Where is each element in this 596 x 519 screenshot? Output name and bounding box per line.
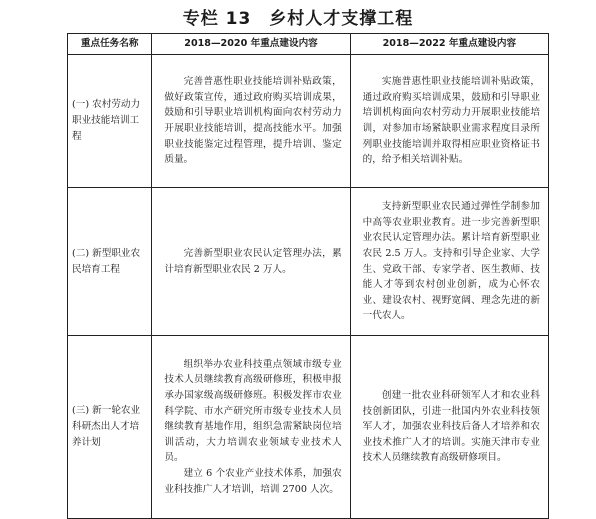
table-row <box>68 188 549 336</box>
content-2020-cell <box>152 336 350 519</box>
content-paragraph: 完善普惠性职业技能培训补贴政策，做好政策宣传，通过政府购买培训成果，鼓励和引导职业培训机构面向农村劳动力开展职业技能培训，提高技能水平。加强职业技能鉴定过程管理，提升培训、鉴定质量。 <box>164 76 342 166</box>
content-2022-cell <box>350 188 548 336</box>
table-row <box>68 55 549 188</box>
content-paragraph: 完善新型职业农民认定管理办法，累计培育新型职业农民 2 万人。 <box>164 247 342 275</box>
header-2018-2020: 2018—2020 年重点建设内容 <box>152 34 350 55</box>
content-2022-cell <box>350 55 548 188</box>
content-paragraph: 实施普惠性职业技能培训补贴政策，通过政府购买培训成果，鼓励和引导职业培训机构面向农村劳动力开展职业技能培训，对参加市场紧缺职业需求程度目录所列职业技能培训并取得相应职业资格证书的，给予相关培训补贴。 <box>362 76 540 166</box>
content-paragraph: 创建一批农业科研领军人才和农业科技创新团队，引进一批国内外农业科技领军人才，加强农业科技后备人才培养和农业技术推广人才的培训。实施天津市专业技术人员继续教育高级研修项目。 <box>362 390 540 464</box>
header-2018-2022: 2018—2022 年重点建设内容 <box>350 34 548 55</box>
content-2020-cell <box>152 188 350 336</box>
content-2022-cell <box>350 336 548 519</box>
content-2020-cell <box>152 55 350 188</box>
talent-support-table <box>67 33 549 519</box>
task-name-cell: (一) 农村劳动力职业技能培训工程 <box>68 55 152 188</box>
table-header-row <box>68 34 549 55</box>
content-paragraph: 组织举办农业科技重点领域市级专业技术人员继续教育高级研修班，积极申报承办国家级高级研修班。积极发挥市农业科学院、市水产研究所市级专业技术人员继续教育基地作用，组织急需紧缺岗位培训活动，大力培训农业领域专业技术人员。 <box>164 358 342 464</box>
content-paragraph: 支持新型职业农民通过弹性学制参加中高等农业职业教育。进一步完善新型职业农民认定管理办法。累计培育新型职业农民 2.5 万人。支持和引导企业家、大学生、党政干部、专家学者、医生教师、技能人才等到农村创业创新，成为心怀农业、建设农村、视野宽阔、理念先进的新一代农人。 <box>362 201 540 322</box>
page-title: 专栏 13 乡村人才支撑工程 <box>182 9 414 29</box>
table-row <box>68 336 549 519</box>
content-paragraph: 建立 6 个农业产业技术体系，加强农业科技推广人才培训，培训 2700 人次。 <box>164 467 342 495</box>
header-task-name: 重点任务名称 <box>68 34 152 55</box>
task-name-cell: (三) 新一轮农业科研杰出人才培养计划 <box>68 336 152 519</box>
task-name-cell: (二) 新型职业农民培育工程 <box>68 188 152 336</box>
